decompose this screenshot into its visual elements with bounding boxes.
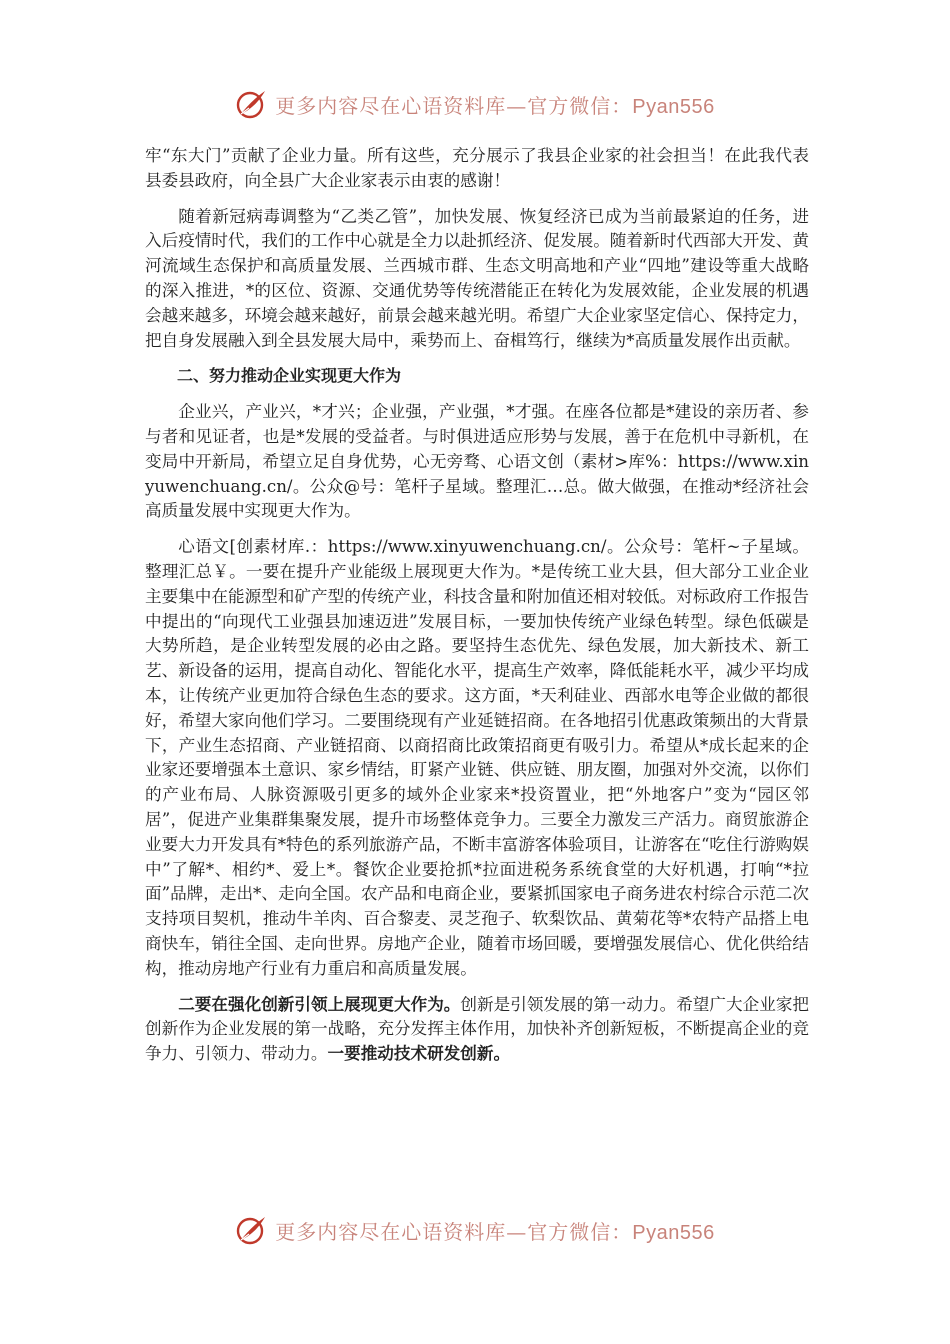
paragraph-5-lead: 二要在强化创新引领上展现更大作为。: [178, 994, 461, 1014]
header-banner: [0, 86, 950, 122]
wechat-id: Pyan556: [632, 1221, 715, 1244]
footer-banner: [0, 1212, 950, 1248]
paragraph-1: 牢“东大门”贡献了企业力量。所有这些，充分展示了我县企业家的社会担当！在此我代表县委县政府，向全县广大企业家表示由衷的感谢！: [145, 146, 809, 190]
paragraph-5-text: 创新是引领发展的第一动力。希望广大企业家把创新作为企业发展的第一战略，充分发挥主体作用，加快补齐创新短板，不断提高企业的竞争力、引领力、带动力。: [145, 994, 810, 1064]
quill-logo-icon: [235, 88, 267, 120]
document-body: [145, 144, 809, 1078]
section-heading-2: 二、努力推动企业实现更大作为: [177, 366, 402, 386]
banner-text: [275, 90, 714, 119]
banner-label: 更多内容尽在心语资料库—官方微信：: [275, 1219, 633, 1244]
paragraph-4: 心语文[创素材库.：https://www.xinyuwenchuang.cn/。公众号：笔杆~子星域。整理汇总￥。一要在提升产业能级上展现更大作为。*是传统工业大县，但大部分工业企业主要集中在能源型和矿产型的传统产业，科技含量和附加值还相对较低。对标政府工作报告中提出的“向现代工业强县加速迈进”发展目标，一要加快传统产业绿色转型。绿色低碳是大势所趋，是企业转型发展的必由之路。要坚持生态优先、绿色发展，加大新技术、新工艺、新设备的运用，提高自动化、智能化水平，提高生产效率，降低能耗水平，减少平均成本，让传统产业更加符合绿色生态的要求。这方面，*天利硅业、西部水电等企业做的都很好，希望大家向他们学习。二要围绕现有产业延链招商。在各地招引优惠政策频出的大背景下，产业生态招商、产业链招商、以商招商比政策招商更有吸引力。希望从*成长起来的企业家还要增强本土意识、家乡情结，盯紧产业链、供应链、朋友圈，加强对外交流，以你们的产业布局、人脉资源吸引更多的域外企业家来*投资置业，把“外地客户”变为“园区邻居”，促进产业集群集聚发展，提升市场整体竞争力。三要全力激发三产活力。商贸旅游企业要大力开发具有*特色的系列旅游产品，不断丰富游客体验项目，让游客在“吃住行游购娱中”了解*、相约*、爱上*。餐饮企业要抢抓*拉面进税务系统食堂的大好机遇，打响“*拉面”品牌，走出*、走向全国。农产品和电商企业，要紧抓国家电子商务进农村综合示范二次支持项目契机，推动牛羊肉、百合黎麦、灵芝孢子、软梨饮品、黄菊花等*农特产品搭上电商快车，销往全国、走向世界。房地产企业，随着市场回暖，要增强发展信心、优化供给结构，推动房地产行业有力重启和高质量发展。: [145, 537, 809, 978]
paragraph-3: 企业兴，产业兴，*才兴；企业强，产业强，*才强。在座各位都是*建设的亲历者、参与者和见证者，也是*发展的受益者。与时俱进适应形势与发展，善于在危机中寻新机，在变局中开新局，希望立足自身优势，心无旁骛、心语文创（素材>库%：https://www.xinyuwenchuang.cn/。公众@号：笔杆子星域。整理汇…总。做大做强，在推动*经济社会高质量发展中实现更大作为。: [145, 402, 809, 521]
paragraph-5: [145, 993, 809, 1067]
paragraph-2: 随着新冠病毒调整为“乙类乙管”，加快发展、恢复经济已成为当前最紧迫的任务，进入后疫情时代，我们的工作中心就是全力以赴抓经济、促发展。随着新时代西部大开发、黄河流域生态保护和高质量发展、兰西城市群、生态文明高地和产业“四地”建设等重大战略的深入推进，*的区位、资源、交通优势等传统潜能正在转化为发展效能，企业发展的机遇会越来越多，环境会越来越好，前景会越来越光明。希望广大企业家坚定信心、保持定力，把自身发展融入到全县发展大局中，乘势而上、奋楫笃行，继续为*高质量发展作出贡献。: [145, 206, 809, 350]
banner-label: 更多内容尽在心语资料库—官方微信：: [275, 93, 633, 118]
banner-text: [275, 1216, 714, 1245]
quill-logo-icon: [235, 1214, 267, 1246]
paragraph-5-end: 一要推动技术研发创新。: [327, 1044, 511, 1064]
wechat-id: Pyan556: [632, 95, 715, 118]
